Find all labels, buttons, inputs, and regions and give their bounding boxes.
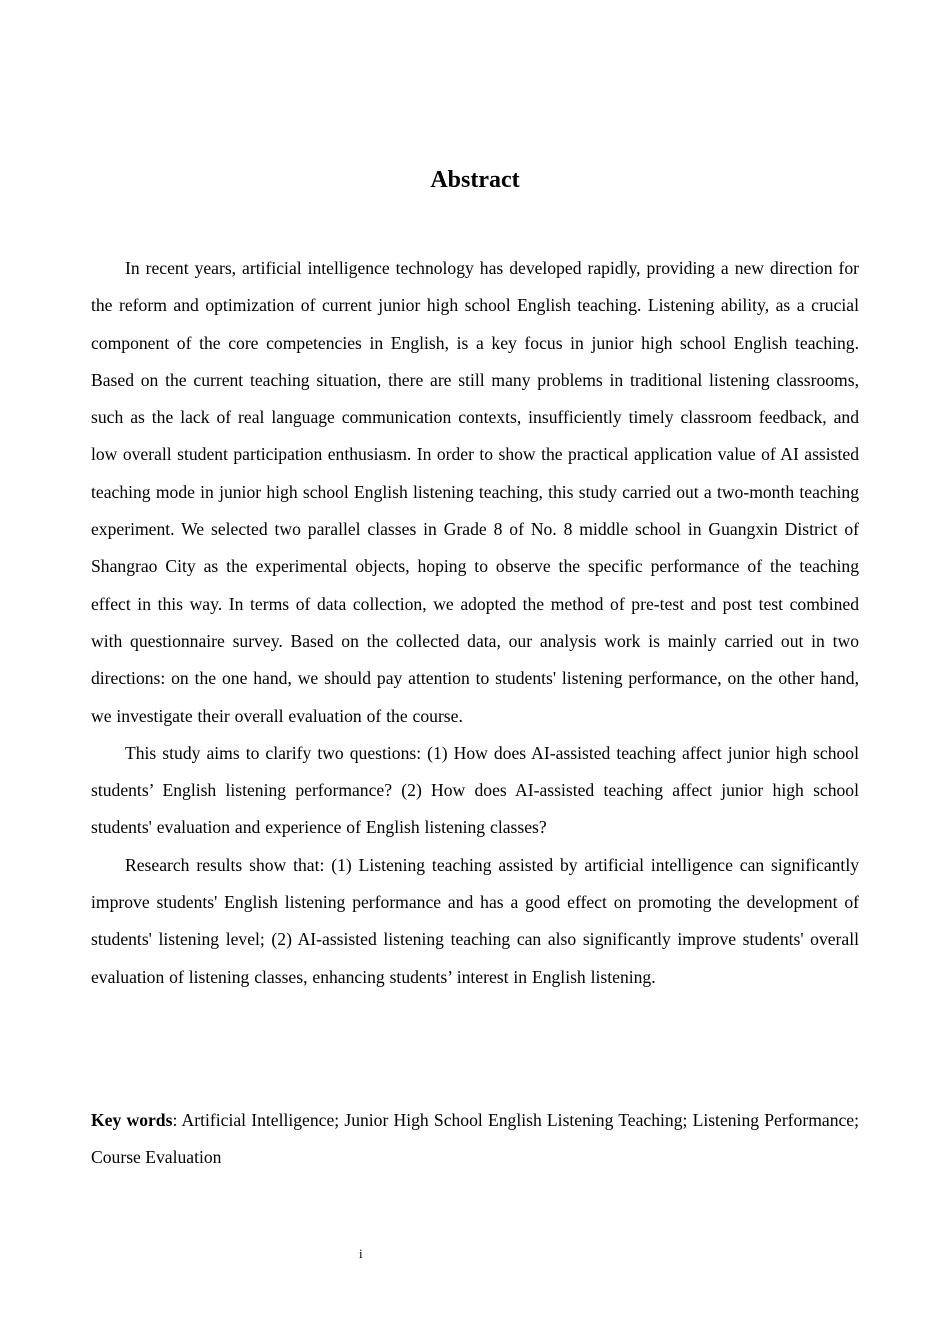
page-title: Abstract — [430, 167, 520, 193]
page-number: i — [359, 1246, 363, 1261]
abstract-paragraph-1: In recent years, artificial intelligence technology has developed rapidly, providing a new direction for the reform and optimization of current junior high school English teaching. Listening ability, as a crucial component of the core competencies in English, is a key focus in junior high school English teaching. Based on the current teaching situation, there are still many problems in traditional listening classrooms, such as the lack of real language communication contexts, insufficiently timely classroom feedback, and low overall student participation enthusiasm. In order to show the practical application value of AI assisted teaching mode in junior high school English listening teaching, this study carried out a two-month teaching experiment. We selected two parallel classes in Grade 8 of No. 8 middle school in Guangxin District of Shangrao City as the experimental objects, hoping to observe the specific performance of the teaching effect in this way. In terms of data collection, we adopted the method of pre-test and post test combined with questionnaire survey. Based on the collected data, our analysis work is mainly carried out in two directions: on the one hand, we should pay attention to students' listening performance, on the other hand, we investigate their overall evaluation of the course. — [91, 258, 859, 726]
abstract-paragraph-2: This study aims to clarify two questions: (1) How does AI-assisted teaching affect junior high school students’ English listening performance? (2) How does AI-assisted teaching affect junior high school students' evaluation and experience of English listening classes? — [91, 742, 859, 838]
keywords-separator: : — [172, 1110, 178, 1130]
keywords-text: Artificial Intelligence; Junior High School English Listening Teaching; Listening Performance; Course Evaluation — [91, 1110, 859, 1168]
keywords-label: Key words — [91, 1110, 173, 1130]
abstract-body — [91, 250, 859, 996]
keywords-line — [91, 1102, 859, 1177]
abstract-paragraph-3: Research results show that: (1) Listening teaching assisted by artificial intelligence can significantly improve students' English listening performance and has a good effect on promoting the development of students' listening level; (2) AI-assisted listening teaching can also significantly improve students' overall evaluation of listening classes, enhancing students’ interest in English listening. — [91, 854, 859, 987]
